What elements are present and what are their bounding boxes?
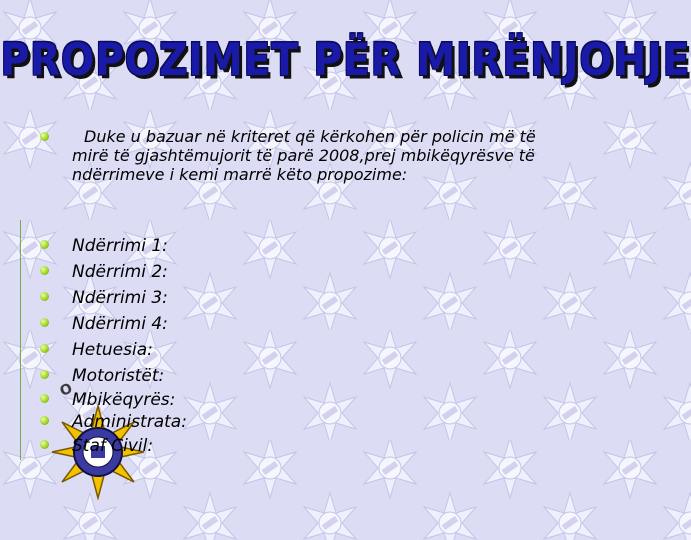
- svg-text:O: O: [57, 380, 75, 400]
- list-item: Ndërrimi 1:: [72, 236, 168, 256]
- intro-bullet: [40, 132, 49, 141]
- list-item: Administrata:: [72, 412, 187, 432]
- list-item: Ndërrimi 2:: [72, 262, 168, 282]
- list-item: Mbikëqyrës:: [72, 390, 176, 410]
- list-bullet: [40, 344, 49, 353]
- list-bullet: [40, 370, 49, 379]
- list-item: Ndërrimi 4:: [72, 314, 168, 334]
- intro-paragraph: [72, 127, 672, 184]
- intro-line-1: Duke u bazuar në kriteret që kërkohen për policin më të: [84, 127, 536, 146]
- list-bullet: [40, 318, 49, 327]
- list-bullet: [40, 394, 49, 403]
- list-bullet: [40, 266, 49, 275]
- list-item: Ndërrimi 3:: [72, 288, 168, 308]
- list-bullet: [40, 240, 49, 249]
- list-bullet: [40, 292, 49, 301]
- list-bullet: [40, 440, 49, 449]
- list-item: Motoristët:: [72, 366, 165, 386]
- list-item: Staf Civil:: [72, 436, 154, 456]
- page-title: PROPOZIMET PËR MIRËNJOHJE: [0, 34, 691, 87]
- list-item: Hetuesia:: [72, 340, 153, 360]
- intro-line-2: mirë të gjashtëmujorit të parë 2008,prej mbikëqyrësve të: [72, 146, 535, 165]
- intro-line-3: ndërrimeve i kemi marrë këto propozime:: [72, 165, 408, 184]
- left-divider: [20, 220, 21, 460]
- list-bullet: [40, 416, 49, 425]
